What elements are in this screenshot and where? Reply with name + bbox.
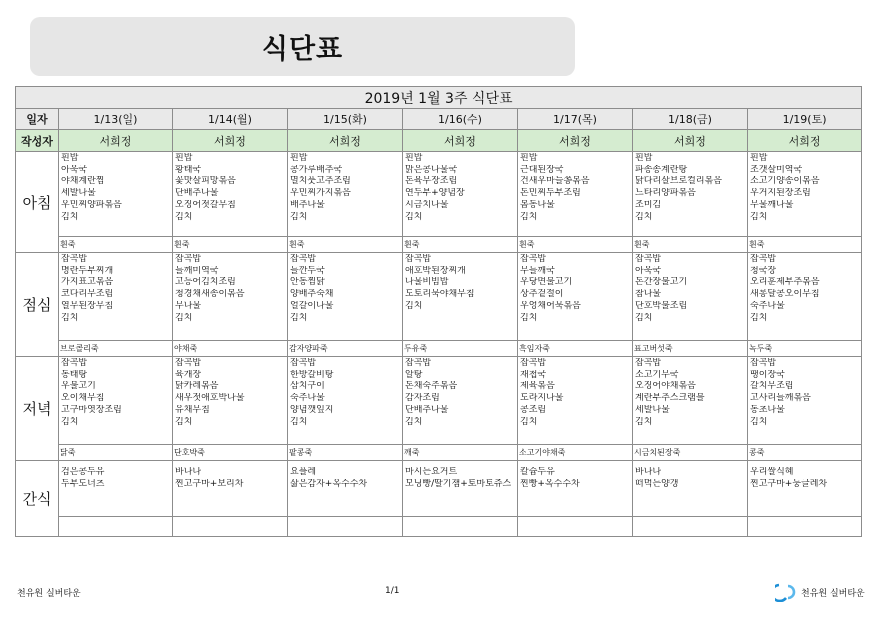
menu-item: 들깐두국 <box>290 265 325 276</box>
menu-cell <box>633 461 748 517</box>
menu-item: 참나물 <box>635 289 662 300</box>
menu-item: 숙주나물 <box>750 300 785 311</box>
menu-item: 김치 <box>175 211 193 222</box>
date-header-row <box>16 109 862 130</box>
menu-item: 김치 <box>520 211 538 222</box>
menu-item: 김치 <box>405 211 423 222</box>
menu-item: 도라지나물 <box>520 393 564 404</box>
author-cell: 서희정 <box>633 130 748 152</box>
menu-item: 김치 <box>61 312 79 323</box>
menu-item: 느타리양파볶음 <box>635 188 696 199</box>
porridge-cell: 흰죽 <box>173 237 288 253</box>
menu-item: 고사리들깨볶음 <box>750 393 811 404</box>
menu-item: 건새우마늘쫑볶음 <box>520 176 590 187</box>
meal-label: 저녁 <box>16 357 59 461</box>
author-column-header: 작성자 <box>16 130 59 152</box>
menu-item: 배추나물 <box>290 199 325 210</box>
menu-item: 김치 <box>520 416 538 427</box>
menu-item: 흰밥 <box>290 153 308 163</box>
menu-item: 잡곡밥 <box>405 254 432 264</box>
menu-cell <box>59 357 173 445</box>
menu-item: 황태국 <box>175 164 202 175</box>
date-cell: 1/16(수) <box>403 109 518 130</box>
menu-item: 세발나물 <box>635 404 670 415</box>
porridge-cell: 깨죽 <box>403 445 518 461</box>
menu-cell <box>173 253 288 341</box>
menu-item: 연두부+양념장 <box>405 188 465 199</box>
porridge-cell: 표고버섯죽 <box>633 341 748 357</box>
author-cell: 서희정 <box>403 130 518 152</box>
menu-item: 멸치풋고추조림 <box>290 176 351 187</box>
porridge-cell: 단호박죽 <box>173 445 288 461</box>
porridge-cell: 흰죽 <box>288 237 403 253</box>
menu-item: 잡곡밥 <box>635 358 662 368</box>
porridge-cell: 흰죽 <box>748 237 862 253</box>
menu-cell <box>288 152 403 237</box>
menu-item: 오이채무침 <box>61 393 105 404</box>
menu-item: 소고기양송이볶음 <box>750 176 820 187</box>
author-cell: 서희정 <box>518 130 633 152</box>
menu-item: 계란부추스크램블 <box>635 393 705 404</box>
menu-item: 야채계란찜 <box>61 176 105 187</box>
menu-item: 칼슘두유 <box>520 467 555 477</box>
menu-item: 검은콩두유 <box>61 467 105 477</box>
date-cell: 1/15(화) <box>288 109 403 130</box>
menu-item: 돈육무장조림 <box>405 176 458 187</box>
footer-facility-name: 천유원 실버타운 <box>17 589 81 599</box>
date-cell: 1/17(목) <box>518 109 633 130</box>
menu-item: 우리쌀식혜 <box>750 467 794 477</box>
menu-item: 우엉채어묵볶음 <box>520 300 581 311</box>
menu-item: 우민찌양파볶음 <box>61 199 122 210</box>
menu-item: 안동찜닭 <box>290 277 325 288</box>
menu-cell <box>59 152 173 237</box>
menu-item: 코다리무조림 <box>61 289 114 300</box>
menu-item: 돈민찌두부조림 <box>520 188 581 199</box>
menu-item: 제육볶음 <box>520 381 555 392</box>
porridge-row <box>16 445 862 461</box>
menu-item: 잡곡밥 <box>635 254 662 264</box>
menu-item: 땡이장국 <box>750 369 785 380</box>
menu-item: 김치 <box>635 211 653 222</box>
menu-cell <box>403 461 518 517</box>
menu-item: 찐고구마+둥글레차 <box>750 478 828 489</box>
menu-cell <box>59 461 173 517</box>
menu-item: 유채무침 <box>175 404 210 415</box>
menu-cell <box>288 461 403 517</box>
porridge-cell: 두유죽 <box>403 341 518 357</box>
empty-cell <box>633 517 748 537</box>
menu-cell <box>748 357 862 445</box>
porridge-cell: 흑임자죽 <box>518 341 633 357</box>
menu-item: 흰밥 <box>175 153 193 163</box>
menu-item: 떠먹는양갱 <box>635 478 679 489</box>
meal-row <box>16 152 862 237</box>
menu-item: 파송송계란탕 <box>635 164 688 175</box>
menu-item: 마시는요거트 <box>405 467 458 477</box>
menu-item: 김치 <box>405 300 423 311</box>
menu-item: 흰밥 <box>61 153 79 163</box>
menu-item: 양념깻잎지 <box>290 404 334 415</box>
menu-item: 바나나 <box>175 467 202 477</box>
footer-page-number: 1/1 <box>385 586 400 596</box>
menu-item: 한방갈비탕 <box>290 369 334 380</box>
date-cell: 1/18(금) <box>633 109 748 130</box>
menu-item: 명란두부찌개 <box>61 265 114 276</box>
menu-item: 양배추숙채 <box>290 289 334 300</box>
facility-logo <box>775 582 865 602</box>
porridge-cell: 야채죽 <box>173 341 288 357</box>
menu-item: 도토리묵야채무침 <box>405 289 475 300</box>
menu-item: 김치 <box>61 211 79 222</box>
menu-item: 조갯살미역국 <box>750 164 803 175</box>
menu-cell <box>518 357 633 445</box>
meal-row <box>16 357 862 445</box>
logo-text: 천유원 실버타운 <box>801 588 865 599</box>
menu-item: 무들깨국 <box>520 265 555 276</box>
porridge-row <box>16 341 862 357</box>
porridge-cell: 흰죽 <box>403 237 518 253</box>
menu-cell <box>173 357 288 445</box>
menu-item: 모닝빵/딸기잼+토마토쥬스 <box>405 478 512 489</box>
menu-item: 우불고기 <box>61 381 96 392</box>
menu-cell <box>633 253 748 341</box>
porridge-cell: 시금치된장죽 <box>633 445 748 461</box>
author-row <box>16 130 862 152</box>
menu-item: 돈채숙주볶음 <box>405 381 458 392</box>
menu-item: 세발나물 <box>61 188 96 199</box>
menu-item: 찐빵+옥수수차 <box>520 478 580 489</box>
menu-item: 닭카레볶음 <box>175 381 219 392</box>
author-cell: 서희정 <box>59 130 173 152</box>
menu-item: 김치 <box>750 211 768 222</box>
menu-item: 잡곡밥 <box>175 358 202 368</box>
logo-icon <box>775 582 799 602</box>
porridge-cell: 흰죽 <box>633 237 748 253</box>
menu-cell <box>518 152 633 237</box>
empty-cell <box>518 517 633 537</box>
menu-item: 동초나물 <box>750 404 785 415</box>
menu-cell <box>518 253 633 341</box>
menu-item: 애호박된장찌개 <box>405 265 466 276</box>
menu-item: 잡곡밥 <box>175 254 202 264</box>
menu-item: 새롱달콩오이무침 <box>750 289 820 300</box>
menu-item: 근대된장국 <box>520 164 564 175</box>
date-cell: 1/19(토) <box>748 109 862 130</box>
menu-item: 갈치무조림 <box>750 381 794 392</box>
menu-item: 잡곡밥 <box>405 358 432 368</box>
menu-item: 새우젓애호박나물 <box>175 393 245 404</box>
menu-item: 오징어야채볶음 <box>635 381 696 392</box>
meal-label: 점심 <box>16 253 59 357</box>
page-title: 식단표 <box>261 34 344 65</box>
menu-item: 단호박불조림 <box>635 300 688 311</box>
menu-item: 흰밥 <box>520 153 538 163</box>
meal-label: 간식 <box>16 461 59 537</box>
menu-item: 소고기무국 <box>635 369 679 380</box>
menu-item: 김치 <box>635 416 653 427</box>
menu-item: 잡곡밥 <box>750 358 777 368</box>
menu-item: 동태탕 <box>61 369 88 380</box>
porridge-cell: 흰죽 <box>59 237 173 253</box>
menu-item: 시금치나물 <box>405 199 449 210</box>
menu-item: 가지표고볶음 <box>61 277 114 288</box>
menu-cell <box>633 152 748 237</box>
menu-item: 닭다리살브로컬리볶음 <box>635 176 722 187</box>
menu-item: 김치 <box>290 416 308 427</box>
empty-cell <box>173 517 288 537</box>
menu-item: 맑은콩나물국 <box>405 164 458 175</box>
menu-item: 김치 <box>175 416 193 427</box>
day-column-header: 일자 <box>16 109 59 130</box>
menu-item: 상추겉절이 <box>520 289 564 300</box>
porridge-cell: 감자양파죽 <box>288 341 403 357</box>
porridge-cell: 소고기야채죽 <box>518 445 633 461</box>
menu-item: 오리훈제부추볶음 <box>750 277 820 288</box>
menu-item: 잡곡밥 <box>61 358 88 368</box>
empty-cell <box>403 517 518 537</box>
menu-item: 바나나 <box>635 467 662 477</box>
menu-cell <box>633 357 748 445</box>
menu-item: 청국장 <box>750 265 777 276</box>
menu-item: 감자조림 <box>405 393 440 404</box>
page-title-banner <box>30 17 575 76</box>
menu-item: 아욱국 <box>61 164 88 175</box>
menu-item: 무나물 <box>175 300 202 311</box>
menu-item: 아욱국 <box>635 265 662 276</box>
menu-item: 삼치구이 <box>290 381 325 392</box>
menu-item: 잡곡밥 <box>290 358 317 368</box>
author-cell: 서희정 <box>748 130 862 152</box>
menu-item: 육개장 <box>175 369 202 380</box>
empty-cell <box>288 517 403 537</box>
menu-item: 얼갈이나물 <box>290 300 334 311</box>
menu-item: 삶은감자+옥수수차 <box>290 478 368 489</box>
menu-item: 오징어젓갈무침 <box>175 199 236 210</box>
meal-row <box>16 461 862 517</box>
menu-item: 요플레 <box>290 467 317 477</box>
menu-item: 고구마엿장조림 <box>61 404 122 415</box>
menu-item: 들깨미역국 <box>175 265 219 276</box>
menu-cell <box>173 461 288 517</box>
porridge-cell: 흰죽 <box>518 237 633 253</box>
empty-cell <box>59 517 173 537</box>
menu-item: 돈간장불고기 <box>635 277 688 288</box>
porridge-cell: 브로콜리죽 <box>59 341 173 357</box>
menu-item: 김치 <box>290 312 308 323</box>
meal-row <box>16 253 862 341</box>
menu-item: 우민찌가지볶음 <box>290 188 351 199</box>
menu-item: 흰밥 <box>405 153 423 163</box>
menu-item: 김치 <box>61 416 79 427</box>
menu-item: 김치 <box>520 312 538 323</box>
menu-item: 잡곡밥 <box>520 358 547 368</box>
menu-cell <box>59 253 173 341</box>
menu-item: 재첩국 <box>520 369 547 380</box>
menu-cell <box>518 461 633 517</box>
author-cell: 서희정 <box>173 130 288 152</box>
menu-item: 김치 <box>175 312 193 323</box>
meal-label: 아침 <box>16 152 59 253</box>
porridge-cell: 녹두죽 <box>748 341 862 357</box>
porridge-cell: 콩죽 <box>748 445 862 461</box>
date-cell: 1/13(일) <box>59 109 173 130</box>
menu-item: 흰밥 <box>635 153 653 163</box>
menu-item: 콩조림 <box>520 404 547 415</box>
menu-item: 김치 <box>750 312 768 323</box>
date-cell: 1/14(월) <box>173 109 288 130</box>
menu-item: 단배추나물 <box>175 188 219 199</box>
menu-item: 단배추나물 <box>405 404 449 415</box>
menu-cell <box>748 461 862 517</box>
menu-cell <box>403 357 518 445</box>
menu-item: 잡곡밥 <box>520 254 547 264</box>
empty-cell <box>748 517 862 537</box>
porridge-cell: 팥콩죽 <box>288 445 403 461</box>
menu-item: 우거지된장조림 <box>750 188 811 199</box>
table-caption: 2019년 1월 3주 식단표 <box>16 87 862 109</box>
menu-item: 찐고구마+보리차 <box>175 478 244 489</box>
menu-item: 조미김 <box>635 199 662 210</box>
menu-item: 잡곡밥 <box>290 254 317 264</box>
menu-item: 청경채새송이볶음 <box>175 289 245 300</box>
menu-item: 숙주나물 <box>290 393 325 404</box>
menu-cell <box>748 152 862 237</box>
menu-cell <box>403 152 518 237</box>
menu-item: 콩가루배추국 <box>290 164 343 175</box>
menu-item: 우당면불고기 <box>520 277 573 288</box>
porridge-cell: 닭죽 <box>59 445 173 461</box>
menu-cell <box>288 253 403 341</box>
menu-item: 두부도너츠 <box>61 478 105 489</box>
menu-item: 김치 <box>635 312 653 323</box>
menu-item: 김치 <box>750 416 768 427</box>
menu-item: 김치 <box>405 416 423 427</box>
menu-item: 잡곡밥 <box>61 254 88 264</box>
menu-item: 꽃맛살피망볶음 <box>175 176 236 187</box>
porridge-row <box>16 237 862 253</box>
author-cell: 서희정 <box>288 130 403 152</box>
menu-item: 나물비빔밥 <box>405 277 449 288</box>
menu-cell <box>288 357 403 445</box>
spacer-row <box>16 517 862 537</box>
menu-item: 김치 <box>290 211 308 222</box>
menu-cell <box>173 152 288 237</box>
menu-item: 잡곡밥 <box>750 254 777 264</box>
weekly-menu-table <box>15 86 862 537</box>
menu-item: 고등어김치조림 <box>175 277 236 288</box>
menu-item: 흰밥 <box>750 153 768 163</box>
menu-item: 봄동나물 <box>520 199 555 210</box>
menu-cell <box>403 253 518 341</box>
menu-item: 알탕 <box>405 369 423 380</box>
menu-item: 무물깨나물 <box>750 199 794 210</box>
menu-item: 열무된장무침 <box>61 300 114 311</box>
menu-cell <box>748 253 862 341</box>
